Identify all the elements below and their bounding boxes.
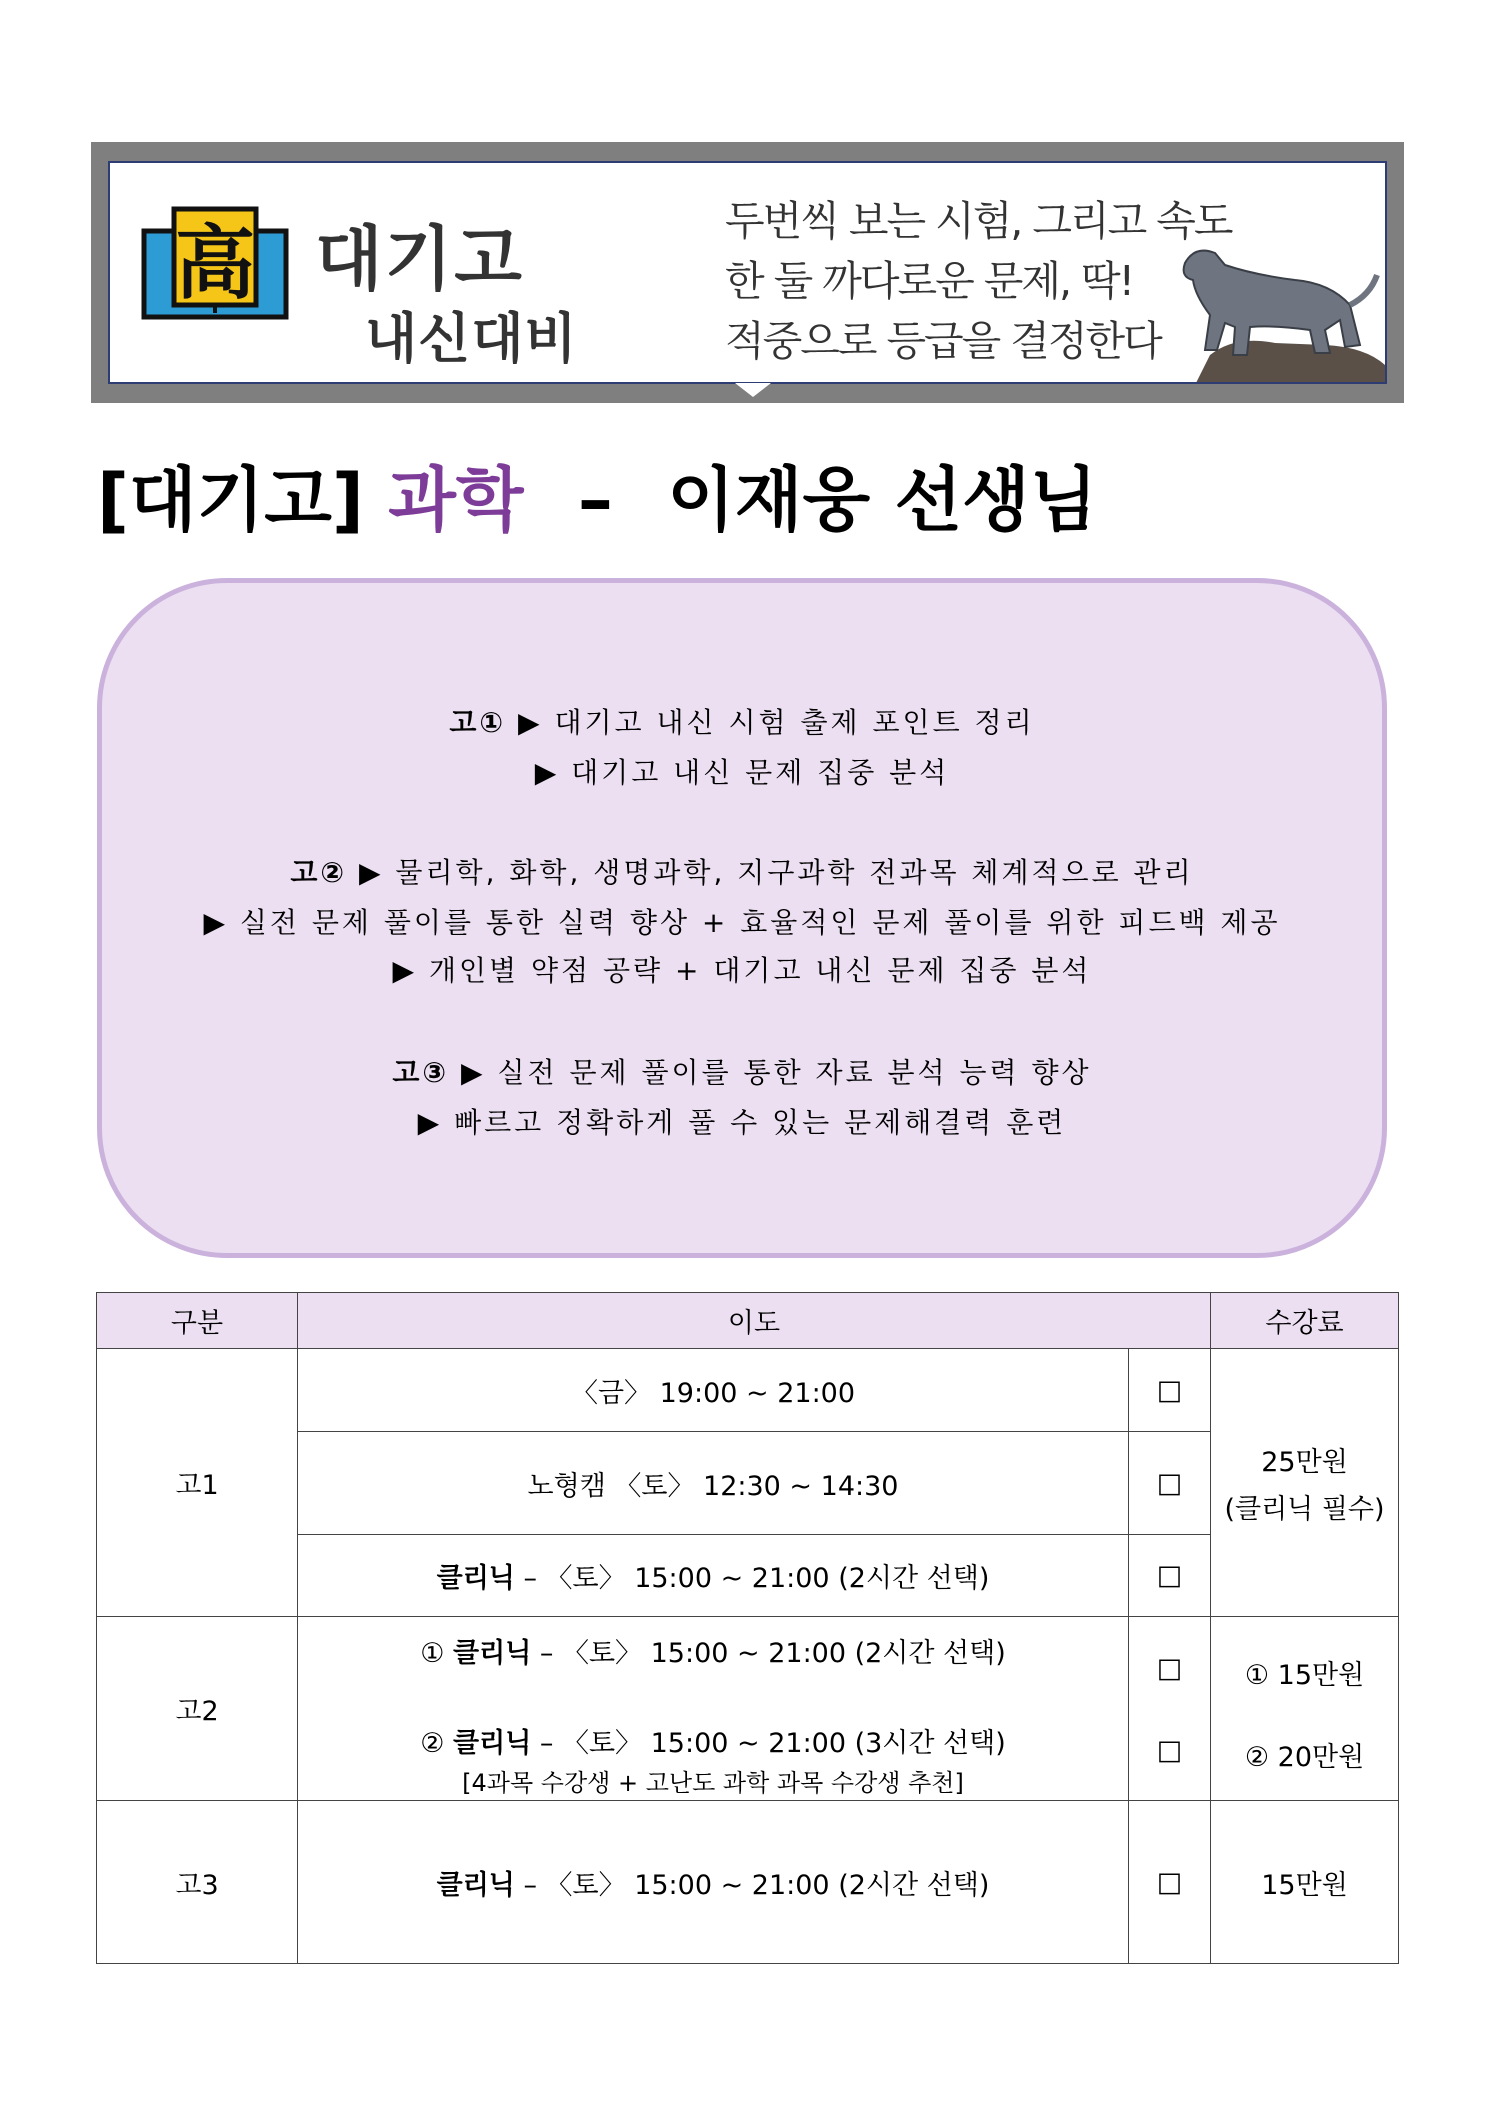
- clinic-options: [298, 1617, 1129, 1801]
- table-header-row: [97, 1293, 1399, 1349]
- fee-cell: [1211, 1349, 1399, 1617]
- option-number: ②: [420, 1728, 445, 1759]
- clinic-time: – 〈토〉 15:00 ~ 21:00 (2시간 선택): [514, 1869, 990, 1901]
- fee-amount: 25만원: [1261, 1446, 1348, 1478]
- slogan-line: 두번씩 보는 시험, 그리고 속도: [725, 197, 1232, 245]
- tiger-statue-image: [1155, 235, 1385, 384]
- clinic-time: – 〈토〉 15:00 ~ 21:00 (3시간 선택): [531, 1728, 1006, 1759]
- clinic-option: [298, 1631, 1128, 1670]
- checkbox[interactable]: □: [1129, 1535, 1211, 1617]
- grade-cell: 고1: [97, 1349, 298, 1617]
- clinic-time: – 〈토〉 15:00 ~ 21:00 (2시간 선택): [531, 1638, 1006, 1669]
- header-fee: 수강료: [1211, 1293, 1399, 1349]
- table-row: [97, 1801, 1399, 1964]
- option-number: ①: [420, 1638, 445, 1669]
- header-schedule: 이도: [298, 1293, 1211, 1349]
- banner-panel: [108, 161, 1387, 384]
- clinic-label: 클리닉: [453, 1638, 532, 1669]
- clinic-slot: [298, 1535, 1129, 1617]
- title-teacher: 이재웅 선생님: [667, 459, 1098, 541]
- brand-name: 대기고: [315, 218, 524, 300]
- checkbox[interactable]: □: [1129, 1432, 1211, 1535]
- checkbox-group: [1129, 1617, 1211, 1801]
- info-line: [102, 851, 1382, 891]
- table-row: [97, 1617, 1399, 1801]
- fee-cell: [1211, 1617, 1399, 1801]
- info-line: ▶ 빠르고 정확하게 풀 수 있는 문제해결력 훈련: [417, 1106, 1067, 1139]
- header-banner: [91, 142, 1404, 403]
- schedule-slot: 노형캠 〈토〉 12:30 ~ 14:30: [298, 1432, 1129, 1535]
- slogan-line: 한 둘 까다로운 문제, 딱!: [725, 257, 1134, 305]
- info-line: ▶ 실전 문제 풀이를 통한 실력 향상 + 효율적인 문제 풀이를 위한 피드백 제공: [203, 906, 1281, 939]
- schedule-table: [96, 1292, 1399, 1964]
- grade-cell: 고3: [97, 1801, 298, 1964]
- checkbox[interactable]: □: [1129, 1801, 1211, 1964]
- grade-label: 고②: [290, 856, 348, 889]
- fee-cell: 15만원: [1211, 1801, 1399, 1964]
- clinic-slot: [298, 1801, 1129, 1964]
- grade-cell: 고2: [97, 1617, 298, 1801]
- clinic-label: 클리닉: [436, 1869, 515, 1901]
- clinic-time: – 〈토〉 15:00 ~ 21:00 (2시간 선택): [514, 1563, 990, 1594]
- info-text: ▶ 실전 문제 풀이를 통한 자료 분석 능력 향상: [461, 1056, 1092, 1089]
- recommendation-note: [4과목 수강생 + 고난도 과학 과목 수강생 추천]: [462, 1769, 964, 1797]
- title-dash: –: [577, 459, 613, 541]
- course-info-box: [97, 578, 1387, 1258]
- info-line: ▶ 대기고 내신 문제 집중 분석: [534, 756, 950, 789]
- info-text: ▶ 물리학, 화학, 생명과학, 지구과학 전과목 체계적으로 관리: [359, 856, 1194, 889]
- checkbox[interactable]: □: [1156, 1653, 1183, 1684]
- clinic-option: [298, 1721, 1128, 1760]
- header-category: 구분: [97, 1293, 298, 1349]
- table-row: [97, 1349, 1399, 1432]
- info-text: ▶ 대기고 내신 시험 출제 포인트 정리: [518, 706, 1035, 739]
- fee-note: (클리닉 필수): [1224, 1493, 1385, 1525]
- book-logo-icon: [140, 201, 290, 321]
- clinic-label: 클리닉: [453, 1728, 532, 1759]
- title-subject: 과학: [388, 459, 524, 541]
- fee-amount: ② 20만원: [1244, 1742, 1365, 1773]
- checkbox[interactable]: □: [1129, 1349, 1211, 1432]
- banner-notch: [735, 383, 771, 397]
- info-line: ▶ 개인별 약점 공략 + 대기고 내신 문제 집중 분석: [392, 954, 1092, 987]
- slogan-line: 적중으로 등급을 결정한다: [725, 317, 1161, 365]
- checkbox[interactable]: □: [1156, 1735, 1183, 1766]
- grade-label: 고①: [449, 706, 507, 739]
- brand-subtitle: 내신대비: [365, 307, 578, 370]
- title-school: [대기고]: [97, 459, 364, 541]
- logo-glyph: 高: [175, 217, 255, 310]
- info-line: [102, 1051, 1382, 1091]
- grade-label: 고③: [392, 1056, 450, 1089]
- fee-amount: ① 15만원: [1244, 1660, 1365, 1691]
- page-title: [97, 455, 1097, 545]
- info-line: [102, 701, 1382, 741]
- schedule-slot: 〈금〉 19:00 ~ 21:00: [298, 1349, 1129, 1432]
- clinic-label: 클리닉: [436, 1563, 515, 1594]
